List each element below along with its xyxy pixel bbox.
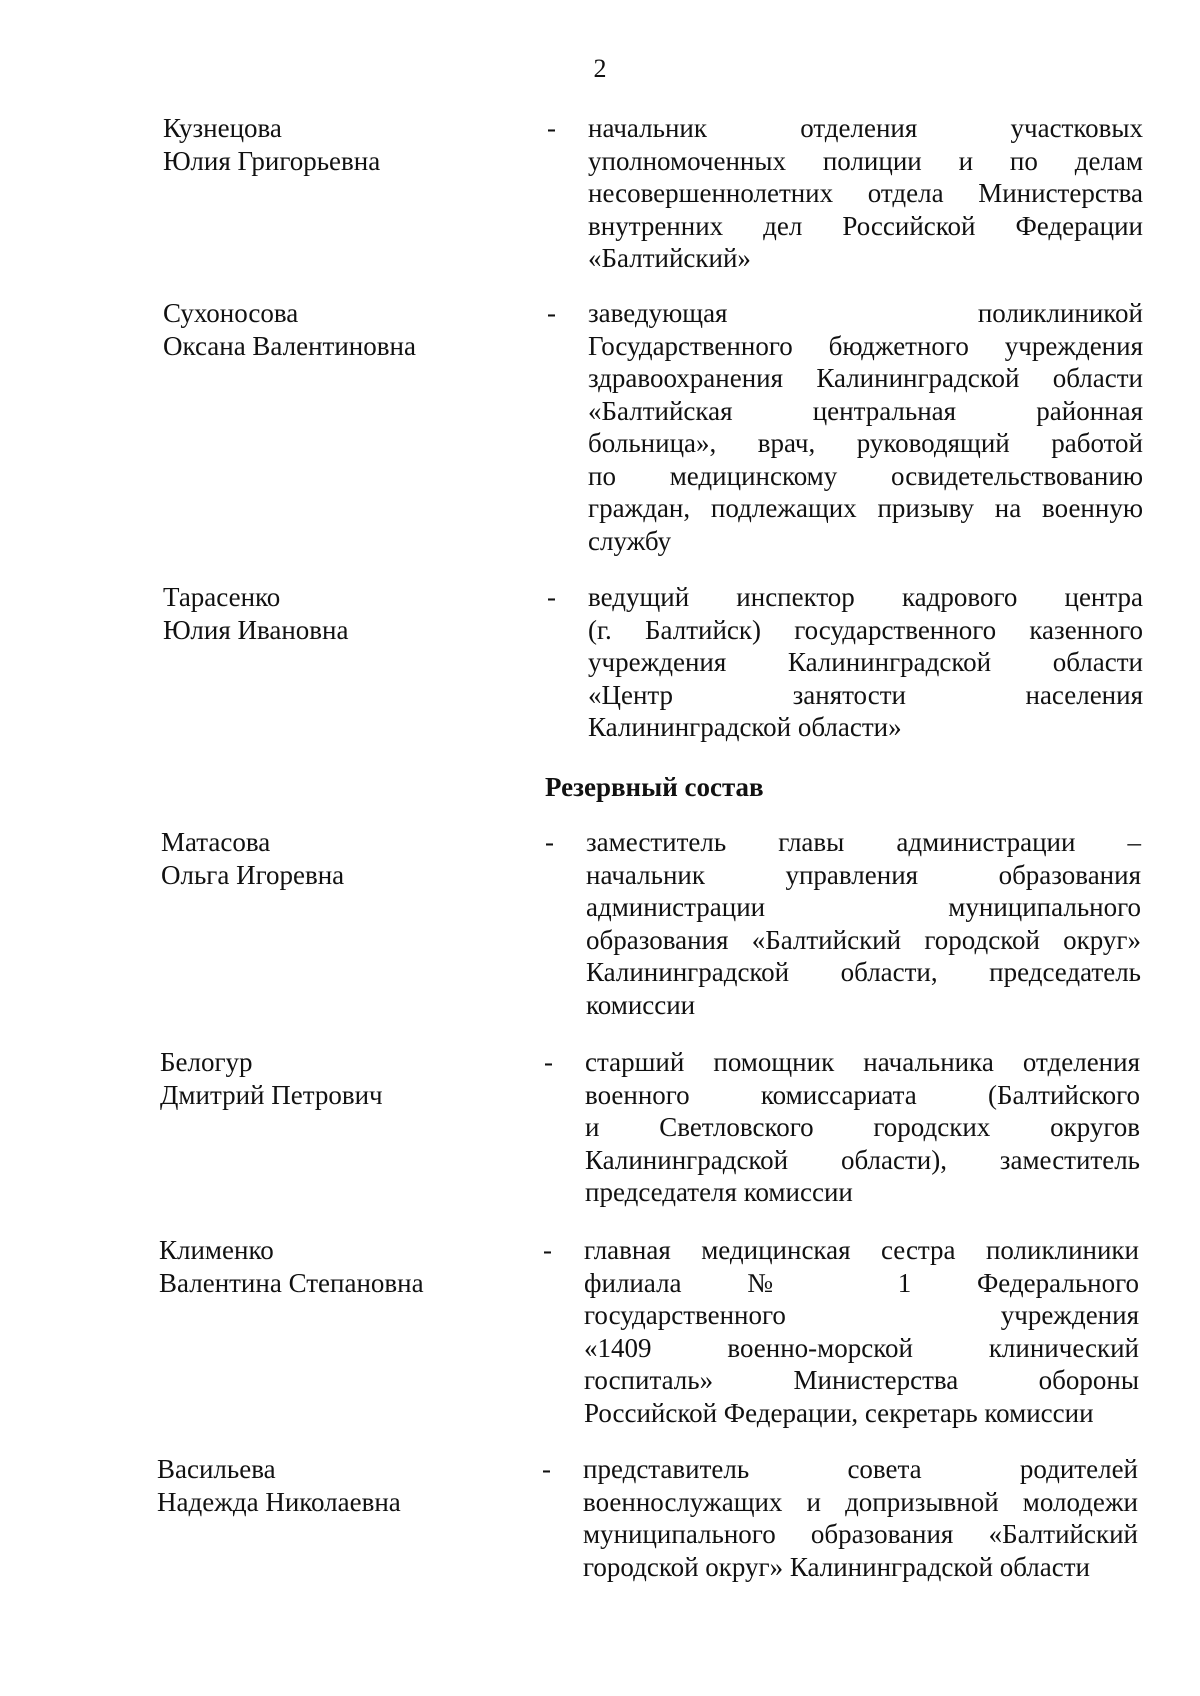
member-name xyxy=(157,1453,517,1518)
member-given-names: Оксана Валентиновна xyxy=(163,330,416,361)
position-line: госпиталь» Министерства обороны xyxy=(584,1365,1139,1395)
position-line: военнослужащих и допризывной молодежи xyxy=(583,1486,1138,1517)
position-line: Калининградской области, председатель xyxy=(586,957,1141,987)
separator-dash: - xyxy=(547,113,556,143)
member-given-names: Валентина Степановна xyxy=(159,1267,424,1298)
page-number: 2 xyxy=(593,54,607,83)
member-position xyxy=(583,1453,1138,1583)
position-line: администрации муниципального xyxy=(586,892,1141,922)
member-given-names: Ольга Игоревна xyxy=(161,859,345,890)
position-line: Российской Федерации, секретарь комиссии xyxy=(584,1397,1094,1428)
separator-dash: - xyxy=(545,827,554,857)
position-line: «Балтийский» xyxy=(588,243,751,273)
separator-dash: - xyxy=(547,582,556,612)
position-line: старший помощник начальника отделения xyxy=(585,1047,1140,1077)
member-surname: Клименко xyxy=(159,1235,274,1265)
position-line: муниципального образования «Балтийский xyxy=(583,1519,1138,1549)
member-given-names: Дмитрий Петрович xyxy=(160,1079,383,1110)
position-line: Калининградской области» xyxy=(588,712,902,742)
position-line: (г. Балтийск) государственного казенного xyxy=(588,614,1143,645)
member-surname: Васильева xyxy=(157,1454,276,1484)
position-line: учреждения Калининградской области xyxy=(588,647,1143,677)
position-line: «Центр занятости населения xyxy=(588,679,1143,710)
member-name xyxy=(163,581,523,646)
position-line: председателя комиссии xyxy=(585,1177,853,1207)
position-line: образования «Балтийский городской округ» xyxy=(586,924,1141,955)
position-line: филиала № 1 Федерального xyxy=(584,1267,1139,1298)
member-name xyxy=(163,297,523,362)
position-line: здравоохранения Калининградской области xyxy=(588,363,1143,393)
position-line: начальник отделения участковых xyxy=(588,113,1143,143)
separator-dash: - xyxy=(543,1235,552,1265)
separator-dash: - xyxy=(547,298,556,328)
position-line: военного комиссариата (Балтийского xyxy=(585,1079,1140,1110)
member-position xyxy=(588,581,1143,744)
position-line: городской округ» Калининградской области xyxy=(583,1551,1091,1582)
member-given-names: Юлия Григорьевна xyxy=(163,145,381,176)
member-position xyxy=(586,826,1141,1021)
position-line: больница», врач, руководящий работой xyxy=(588,428,1143,458)
reserve-section-heading: Резервный состав xyxy=(545,772,764,802)
member-given-names: Юлия Ивановна xyxy=(163,614,349,645)
position-line: ведущий инспектор кадрового центра xyxy=(588,582,1143,612)
member-surname: Белогур xyxy=(160,1047,253,1077)
position-line: внутренних дел Российской Федерации xyxy=(588,210,1143,241)
position-line: «1409 военно-морской клинический xyxy=(584,1332,1139,1363)
position-line: Государственного бюджетного учреждения xyxy=(588,330,1143,361)
position-line: главная медицинская сестра поликлиники xyxy=(584,1235,1139,1265)
member-surname: Тарасенко xyxy=(163,582,281,612)
position-line: и Светловского городских округов xyxy=(585,1112,1140,1142)
position-line: начальник управления образования xyxy=(586,859,1141,890)
member-position xyxy=(584,1234,1139,1429)
position-line: граждан, подлежащих призыву на военную xyxy=(588,493,1143,523)
position-line: представитель совета родителей xyxy=(583,1454,1138,1484)
position-line: несовершеннолетних отдела Министерства xyxy=(588,178,1143,208)
member-name xyxy=(160,1046,520,1111)
separator-dash: - xyxy=(544,1047,553,1077)
position-line: государственного учреждения xyxy=(584,1300,1139,1330)
member-surname: Сухоносова xyxy=(163,298,299,328)
member-position xyxy=(588,297,1143,557)
member-given-names: Надежда Николаевна xyxy=(157,1486,401,1517)
position-line: Калининградской области), заместитель xyxy=(585,1144,1140,1175)
member-name xyxy=(163,112,523,177)
member-position xyxy=(585,1046,1140,1209)
member-surname: Кузнецова xyxy=(163,113,282,143)
position-line: заместитель главы администрации – xyxy=(586,827,1141,857)
member-name xyxy=(161,826,521,891)
member-name xyxy=(159,1234,519,1299)
position-line: по медицинскому освидетельствованию xyxy=(588,460,1143,491)
separator-dash: - xyxy=(542,1454,551,1484)
position-line: заведующая поликлиникой xyxy=(588,298,1143,328)
position-line: комиссии xyxy=(586,989,696,1020)
position-line: уполномоченных полиции и по делам xyxy=(588,145,1143,176)
position-line: «Балтийская центральная районная xyxy=(588,395,1143,426)
position-line: службу xyxy=(588,525,672,556)
member-position xyxy=(588,112,1143,275)
member-surname: Матасова xyxy=(161,827,271,857)
